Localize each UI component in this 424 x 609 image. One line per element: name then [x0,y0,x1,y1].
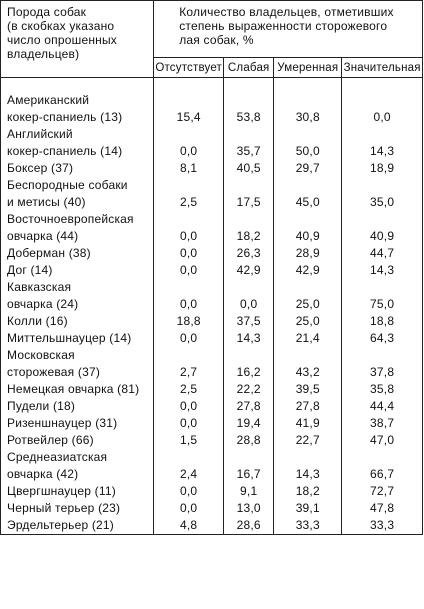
value-absent-cell: 0,0 [154,245,224,262]
breed-name-line: овчарка (42) [7,467,79,481]
value-significant-cell: 35,0 [370,195,395,209]
value-absent-cell: 0,0 [154,211,224,245]
breed-name-cell [1,330,154,347]
value-moderate-cell: 39,5 [274,381,342,398]
value-moderate-cell: 30,8 [274,92,342,126]
breed-header-line-3: число опрошенных [7,33,117,47]
value-absent-cell: 0,0 [154,483,224,500]
breed-name-line: Кавказская [7,280,72,294]
breed-name-line: и метисы (40) [7,195,86,209]
value-weak-cell: 53,8 [224,92,274,126]
group-header-line-2: степень выраженности сторожевого [179,19,388,33]
value-significant-cell: 14,3 [370,144,395,158]
value-weak-cell: 28,6 [224,517,274,535]
value-significant-cell: 44,4 [370,399,395,413]
value-absent-cell: 2,5 [154,177,224,211]
breed-name-line: овчарка (24) [7,297,79,311]
breed-name-cell [1,211,154,245]
table-body [1,78,423,535]
value-weak-cell: 14,3 [224,330,274,347]
table-row [1,449,423,483]
table-row [1,245,423,262]
breed-name-line: Ротвейлер (66) [7,433,94,447]
value-weak-cell: 27,8 [224,398,274,415]
breed-name-cell [1,279,154,313]
value-moderate-cell: 29,7 [274,160,342,177]
value-absent-cell: 2,7 [154,347,224,381]
table-row [1,381,423,398]
table-row [1,211,423,245]
table-row [1,330,423,347]
breed-name-cell [1,483,154,500]
value-absent-cell: 0,0 [154,398,224,415]
value-significant-cell: 35,8 [370,382,395,396]
breed-name-line: Пудели (18) [7,399,76,413]
breed-name-line: Беспородные собаки [7,178,128,192]
value-significant-cell: 33,3 [370,518,395,532]
value-absent-cell: 2,4 [154,449,224,483]
breed-name-line: Доберман (38) [7,246,91,260]
value-weak-cell: 35,7 [224,126,274,160]
table-row [1,500,423,517]
value-moderate-cell: 21,4 [274,330,342,347]
value-moderate-cell: 50,0 [274,126,342,160]
breed-name-line: Ризеншнауцер (31) [7,416,118,430]
value-moderate-cell: 33,3 [274,517,342,535]
value-weak-cell: 22,2 [224,381,274,398]
breed-name-cell [1,347,154,381]
value-absent-cell: 0,0 [154,279,224,313]
value-moderate-cell: 25,0 [274,279,342,313]
table-row [1,177,423,211]
value-absent-cell: 0,0 [154,126,224,160]
column-header-weak: Слабая [224,58,274,78]
value-weak-cell: 16,2 [224,347,274,381]
breed-name-cell [1,517,154,535]
table-row [1,517,423,535]
value-significant-cell: 18,9 [370,161,395,175]
breed-name-line: сторожевая (37) [7,365,101,379]
table-row [1,279,423,313]
value-weak-cell: 19,4 [224,415,274,432]
value-significant-cell: 0,0 [373,110,391,124]
breed-name-line: Американский [7,93,90,107]
breed-name-line: Цвергшнауцер (11) [7,484,116,498]
value-significant-cell: 75,0 [370,297,395,311]
breed-name-cell [1,92,154,126]
value-significant-cell: 66,7 [370,467,395,481]
breed-name-line: Эрдельтерьер (21) [7,518,114,532]
breed-name-line: Среднеазиатская [7,450,108,464]
value-moderate-cell: 14,3 [274,449,342,483]
value-weak-cell: 18,2 [224,211,274,245]
group-header-line-1: Количество владельцев, отметивших [179,5,394,19]
breed-name-line: Восточноевропейская [7,212,134,226]
value-significant-cell: 72,7 [370,484,395,498]
value-absent-cell: 18,8 [154,313,224,330]
value-absent-cell: 0,0 [154,262,224,279]
breed-name-cell [1,398,154,415]
table-row [1,313,423,330]
breed-column-header [1,1,154,78]
breed-name-line: Миттельшнауцер (14) [7,331,132,345]
value-moderate-cell: 27,8 [274,398,342,415]
breed-name-line: Английский [7,127,73,141]
owners-group-header [154,1,423,58]
value-absent-cell: 1,5 [154,432,224,449]
breed-header-line-4: владельцев) [7,47,80,61]
value-weak-cell: 40,5 [224,160,274,177]
breed-name-cell [1,415,154,432]
table-row [1,398,423,415]
value-significant-cell: 47,0 [370,433,395,447]
value-moderate-cell: 22,7 [274,432,342,449]
value-significant-cell: 18,8 [370,314,395,328]
value-weak-cell: 0,0 [224,279,274,313]
breed-name-line: овчарка (44) [7,229,79,243]
table-row [1,160,423,177]
value-significant-cell: 47,8 [370,501,395,515]
breed-header-line-2: (в скобках указано [7,19,115,33]
value-significant-cell: 40,9 [370,229,395,243]
value-weak-cell: 37,5 [224,313,274,330]
value-significant-cell: 38,7 [370,416,395,430]
value-moderate-cell: 18,2 [274,483,342,500]
breed-name-line: Колли (16) [7,314,68,328]
table-row [1,262,423,279]
value-weak-cell: 26,3 [224,245,274,262]
value-weak-cell: 13,0 [224,500,274,517]
value-significant-cell: 37,8 [370,365,395,379]
breed-name-line: кокер-спаниель (13) [7,110,123,124]
breed-name-cell [1,245,154,262]
breed-name-cell [1,432,154,449]
value-moderate-cell: 28,9 [274,245,342,262]
column-header-significant: Значительная [342,58,423,78]
column-header-moderate: Умеренная [274,58,342,78]
breed-name-line: Боксер (37) [7,161,74,175]
table-row [1,415,423,432]
value-moderate-cell: 25,0 [274,313,342,330]
value-moderate-cell: 42,9 [274,262,342,279]
breed-name-line: Немецкая овчарка (81) [7,382,140,396]
value-significant-cell: 14,3 [370,263,395,277]
value-moderate-cell: 43,2 [274,347,342,381]
value-weak-cell: 42,9 [224,262,274,279]
breed-name-cell [1,449,154,483]
breed-name-line: Дог (14) [7,263,53,277]
value-moderate-cell: 40,9 [274,211,342,245]
breed-name-line: Московская [7,348,75,362]
value-weak-cell: 28,8 [224,432,274,449]
group-header-line-3: лая собак, % [179,33,254,47]
value-weak-cell: 16,7 [224,449,274,483]
value-absent-cell: 0,0 [154,330,224,347]
breed-name-cell [1,262,154,279]
value-significant-cell: 44,7 [370,246,395,260]
breed-name-cell [1,126,154,160]
table-row [1,347,423,381]
table-row [1,483,423,500]
breed-name-cell [1,160,154,177]
breed-name-cell [1,177,154,211]
column-header-absent: Отсутствует [154,58,224,78]
breed-name-cell [1,500,154,517]
value-weak-cell: 17,5 [224,177,274,211]
table-row [1,126,423,160]
breed-name-line: Черный терьер (23) [7,501,121,515]
value-absent-cell: 8,1 [154,160,224,177]
value-absent-cell: 15,4 [154,92,224,126]
value-absent-cell: 0,0 [154,415,224,432]
value-significant-cell: 64,3 [370,331,395,345]
value-moderate-cell: 45,0 [274,177,342,211]
value-weak-cell: 9,1 [224,483,274,500]
value-moderate-cell: 41,9 [274,415,342,432]
spacer-row [1,78,423,93]
value-absent-cell: 0,0 [154,500,224,517]
breed-name-cell [1,381,154,398]
breed-name-line: кокер-спаниель (14) [7,144,123,158]
table-row [1,432,423,449]
breed-header-line-1: Порода собак [7,5,87,19]
value-absent-cell: 2,5 [154,381,224,398]
value-moderate-cell: 39,1 [274,500,342,517]
breed-name-cell [1,313,154,330]
value-absent-cell: 4,8 [154,517,224,535]
table-row [1,92,423,126]
